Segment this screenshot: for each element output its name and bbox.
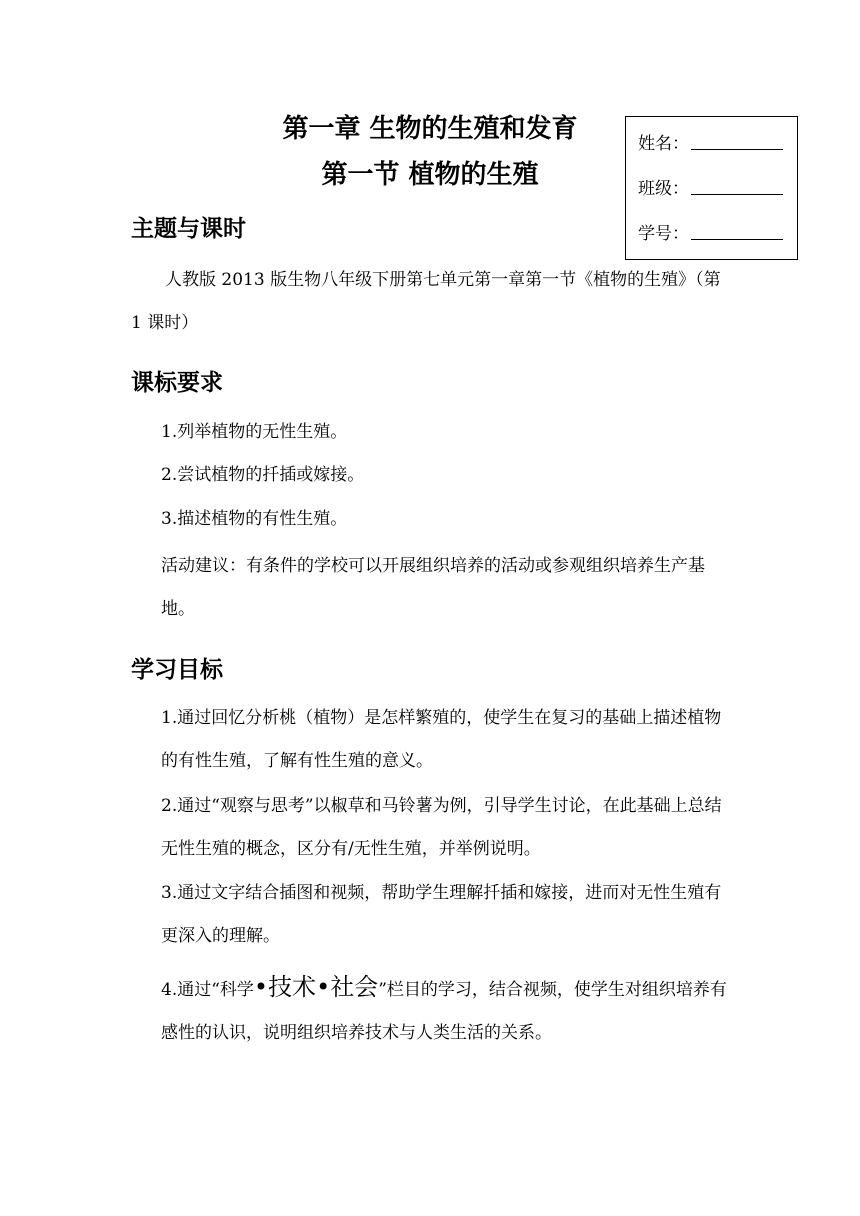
topic-text: 人教版 2013 版生物八年级下册第七单元第一章第一节《植物的生殖》（第 1 课时） [131,270,721,333]
class-label: 班级： [638,179,689,199]
id-blank[interactable] [691,219,783,240]
id-row [638,219,797,264]
objective-item-4-prefix: 4.通过“科学 [161,980,254,1000]
name-row [638,129,797,174]
standard-item-3: 3.描述植物的有性生殖。 [161,509,348,529]
objectives-heading: 学习目标 [131,657,223,683]
objective-item-4-highlight: •技术•社会 [253,973,379,1001]
activity-suggestion: 活动建议：有条件的学校可以开展组织培养的活动或参观组织培养生产基地。 [161,556,705,619]
standard-item-2: 2.尝试植物的扦插或嫁接。 [161,465,365,485]
id-label: 学号： [638,224,689,244]
objective-item-4 [131,966,735,1055]
objective-item-3: 3.通过文字结合插图和视频，帮助学生理解扦插和嫁接，进而对无性生殖有更深入的理解。 [161,883,722,946]
class-row [638,174,797,219]
standards-heading: 课标要求 [131,370,223,396]
name-label: 姓名： [638,134,689,154]
standard-item-1: 1.列举植物的无性生殖。 [161,422,348,442]
topic-heading: 主题与课时 [131,216,246,242]
class-blank[interactable] [691,174,783,195]
objective-item-4-suffix: ”栏目的学习，结合视频，使学生对组织培养有感性的认识，说明组织培养技术与人类生活的关系。 [161,980,727,1043]
objective-item-1: 1.通过回忆分析桃（植物）是怎样繁殖的，使学生在复习的基础上描述植物的有性生殖，了解有性生殖的意义。 [161,708,722,771]
chapter-title: 第一章 生物的生殖和发育 [282,114,578,144]
student-info-box [625,116,798,260]
section-title: 第一节 植物的生殖 [321,160,539,190]
name-blank[interactable] [691,129,783,150]
objective-item-2: 2.通过“观察与思考”以椒草和马铃薯为例，引导学生讨论，在此基础上总结无性生殖的概念，区分有/无性生殖，并举例说明。 [161,796,722,859]
